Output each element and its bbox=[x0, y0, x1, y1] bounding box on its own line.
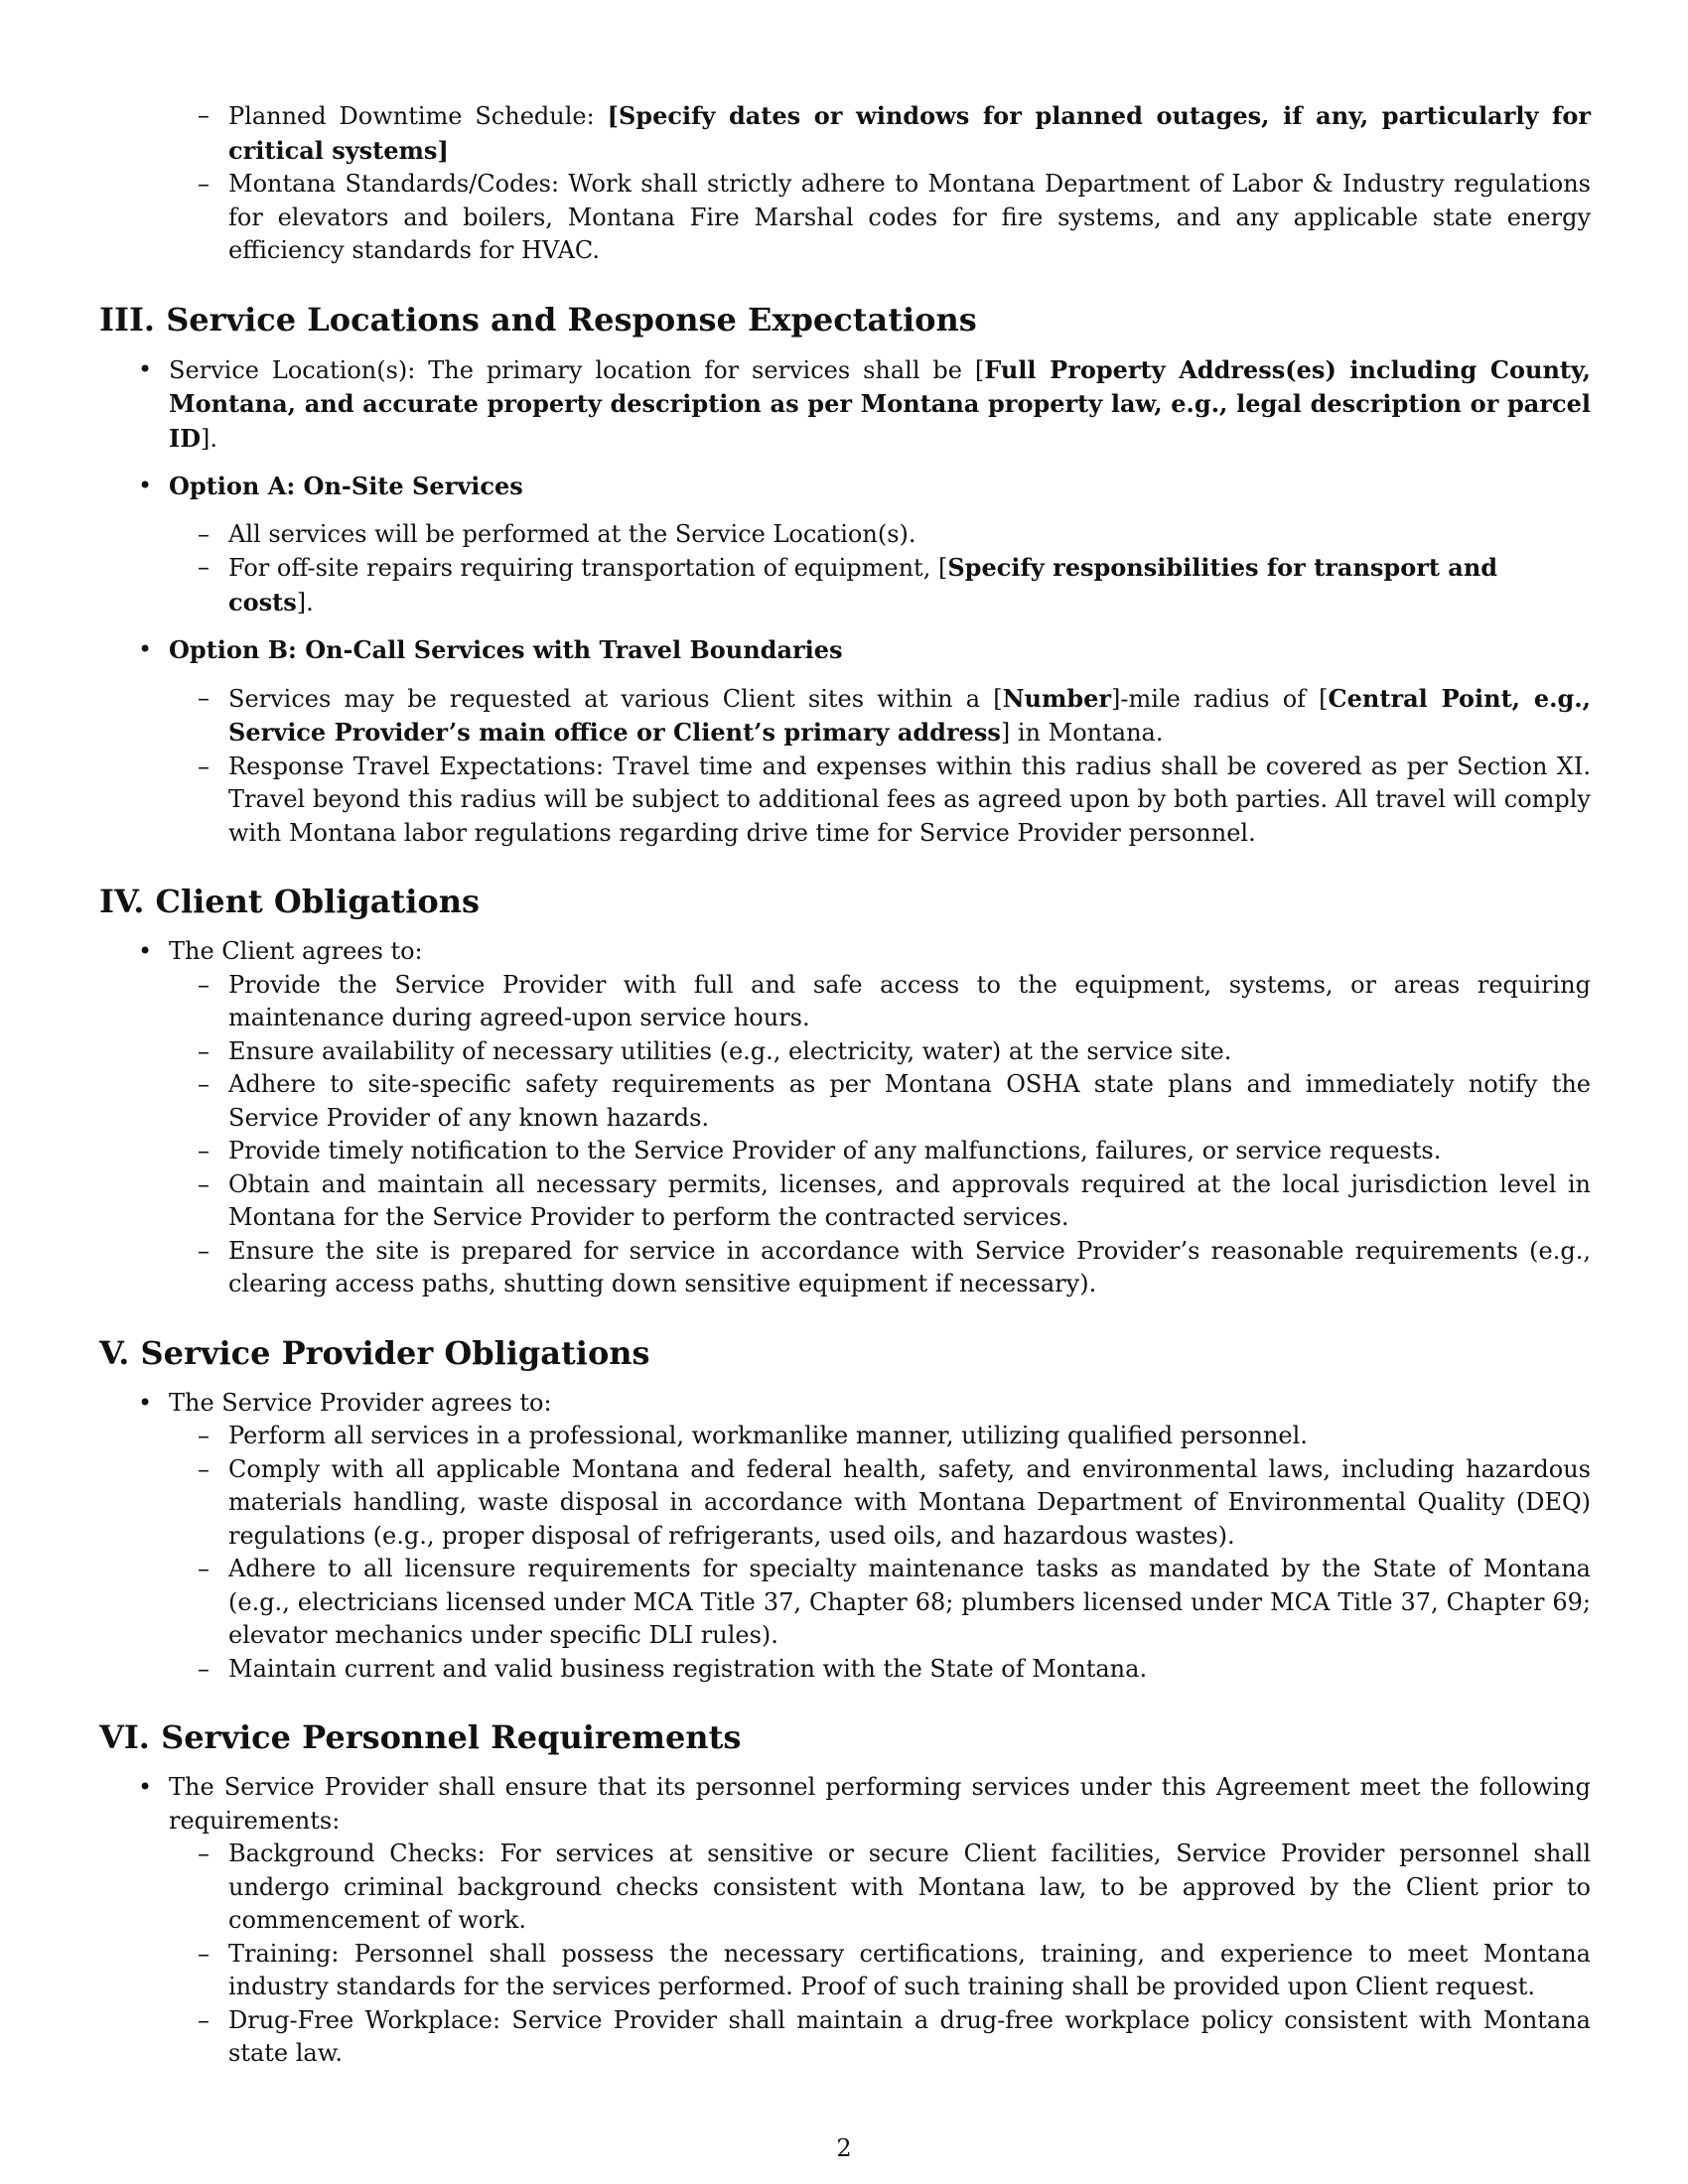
continued-list bbox=[99, 99, 1591, 268]
list-item: – Background Checks: For services at sensitive or secure Client facilities, Service Provider personnel shall undergo criminal background checks consistent with Montana law, to be approved by the Client prior to commencement of work. bbox=[198, 1840, 1591, 1934]
list-item: – All services will be performed at the Service Location(s). bbox=[198, 519, 916, 548]
list-item: – Comply with all applicable Montana and federal health, safety, and environmental laws, including hazardous materials handling, waste disposal in accordance with Montana Department of Environmental Quality (DEQ) regulations (e.g., proper disposal of refrigerants, used oils, and hazardous wastes). bbox=[198, 1454, 1591, 1550]
list-item: – Provide the Service Provider with full and safe access to the equipment, systems, or areas requiring maintenance during agreed-upon service hours. bbox=[198, 970, 1591, 1031]
section-iv-list bbox=[99, 935, 1591, 1301]
section-v-list bbox=[99, 1387, 1591, 1687]
list-item: – Ensure availability of necessary utilities (e.g., electricity, water) at the service site. bbox=[198, 1036, 1232, 1065]
list-item: – Drug-Free Workplace: Service Provider shall maintain a drug-free workplace policy consistent with Montana state law. bbox=[198, 2005, 1591, 2067]
section-vi-list bbox=[99, 1771, 1591, 2071]
placeholder-text: [Specify dates or windows for planned outages, if any, particularly for critical systems] bbox=[228, 101, 1591, 165]
list-item: • The Service Provider shall ensure that its personnel performing services under this Agreement meet the following requirements: bbox=[138, 1773, 1591, 1835]
option-b-list bbox=[99, 682, 1591, 851]
section-heading-iii: III. Service Locations and Response Expectations bbox=[99, 300, 977, 339]
list-item: – Training: Personnel shall possess the necessary certifications, training, and experience to meet Montana industry standards for the services performed. Proof of such training shall be provided upon Client request. bbox=[198, 1939, 1591, 2000]
list-item: • Service Location(s): The primary location for services shall be [Full Property Address(es) including County, Montana, and accurate property description as per Montana property law, e.g., legal description or parcel ID]. bbox=[138, 354, 1592, 453]
section-heading-iv: IV. Client Obligations bbox=[99, 883, 481, 920]
list-item: – Adhere to all licensure requirements for specialty maintenance tasks as mandated by the State of Montana (e.g., electricians licensed under MCA Title 37, Chapter 68; plumbers licensed under MCA Title 37, Chapter 69; elevator mechanics under specific DLI rules). bbox=[198, 1555, 1591, 1649]
option-b bbox=[99, 633, 1591, 668]
list-item: – Adhere to site-specific safety requirements as per Montana OSHA state plans and immediately notify the Service Provider of any known hazards. bbox=[198, 1070, 1591, 1132]
page-number: 2 bbox=[836, 2134, 852, 2162]
list-item: – Montana Standards/Codes: Work shall strictly adhere to Montana Department of Labor & Industry regulations for elevators and boilers, Montana Fire Marshal codes for fire systems, and any applicable state energy efficiency standards for HVAC. bbox=[198, 170, 1591, 264]
section-heading-vi: VI. Service Personnel Requirements bbox=[99, 1718, 742, 1756]
section-heading-v: V. Service Provider Obligations bbox=[99, 1333, 650, 1372]
document-page bbox=[99, 99, 1591, 2071]
list-item: – Provide timely notification to the Service Provider of any malfunctions, failures, or service requests. bbox=[198, 1137, 1442, 1164]
list-item: • The Client agrees to: bbox=[138, 937, 423, 965]
list-item: • The Service Provider agrees to: bbox=[138, 1388, 552, 1417]
option-a-list bbox=[99, 518, 1591, 620]
list-item: – Ensure the site is prepared for service in accordance with Service Provider’s reasonable requirements (e.g., clearing access paths, shutting down sensitive equipment if necessary). bbox=[198, 1236, 1591, 1297]
list-item: – For off-site repairs requiring transportation of equipment, [Specify responsibilities for transport and costs]. bbox=[198, 553, 1498, 616]
list-item: – Services may be requested at various Client sites within a [Number]-mile radius of [Central Point, e.g., Service Provider’s main office or Client’s primary address] in Montana. bbox=[198, 683, 1592, 747]
list-item: – Perform all services in a professional, workmanlike manner, utilizing qualified personnel. bbox=[198, 1422, 1308, 1449]
list-item: – Obtain and maintain all necessary permits, licenses, and approvals required at the local jurisdiction level in Montana for the Service Provider to perform the contracted services. bbox=[198, 1169, 1591, 1231]
list-item: – Planned Downtime Schedule: [Specify dates or windows for planned outages, if any, particularly for critical systems] bbox=[198, 101, 1591, 165]
option-b-heading: • Option B: On-Call Services with Travel Boundaries bbox=[138, 635, 843, 664]
section-iii-list bbox=[99, 353, 1591, 504]
list-item: – Response Travel Expectations: Travel time and expenses within this radius shall be covered as per Section XI. Travel beyond this radius will be subject to additional fees as agreed upon by both parties. All travel will comply with Montana labor regulations regarding drive time for Service Provider personnel. bbox=[198, 751, 1591, 847]
list-item: – Maintain current and valid business registration with the State of Montana. bbox=[198, 1654, 1148, 1683]
option-a-heading: • Option A: On-Site Services bbox=[138, 472, 523, 500]
